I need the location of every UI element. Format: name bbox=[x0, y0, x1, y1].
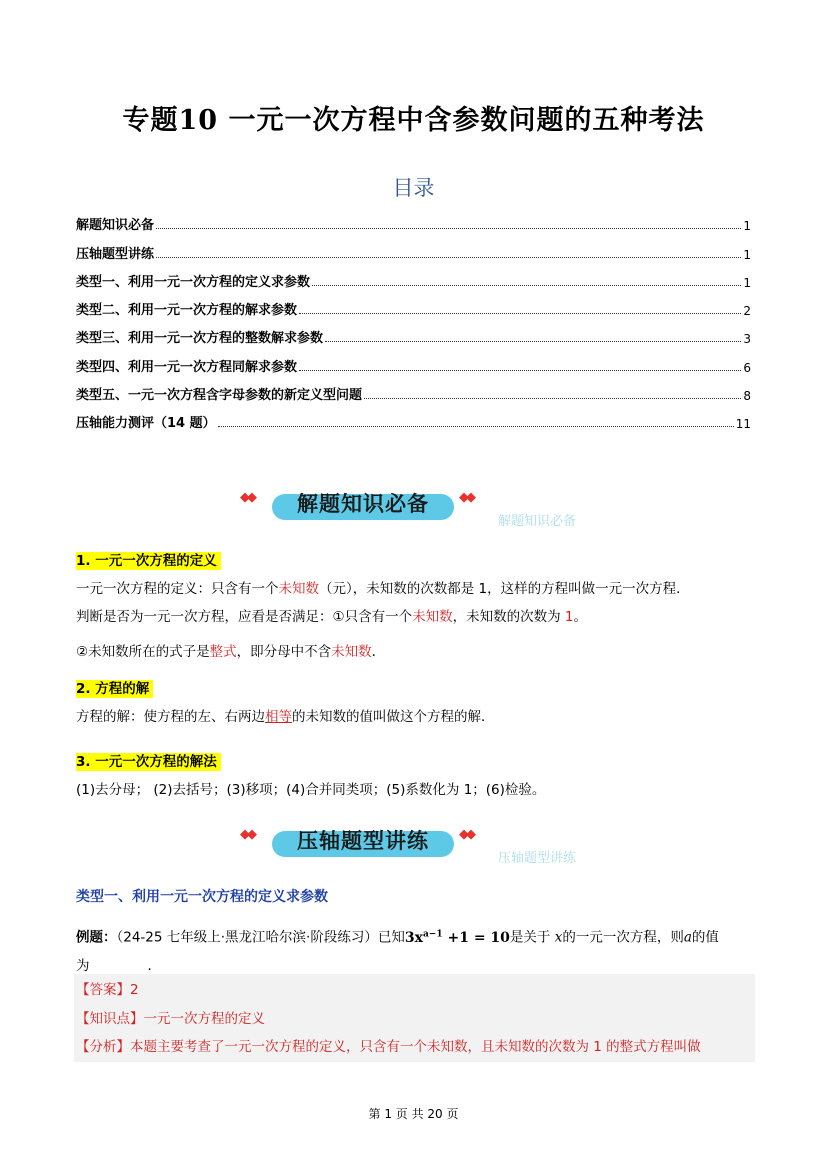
equation-base: 3x bbox=[404, 929, 423, 946]
text: 的未知数的值叫做这个方程的解． bbox=[292, 709, 495, 725]
type-heading: 类型一、利用一元一次方程的定义求参数 bbox=[76, 889, 328, 905]
toc-item[interactable] bbox=[76, 262, 751, 290]
toc-item-label: 压轴能力测评（14 题） bbox=[76, 416, 216, 432]
toc-item-page: 11 bbox=[735, 417, 751, 432]
toc-item[interactable] bbox=[76, 290, 751, 318]
section-banner-practice bbox=[0, 813, 827, 873]
toc-item-label: 类型一、利用一元一次方程的定义求参数 bbox=[76, 274, 311, 290]
variable-x: x bbox=[554, 929, 563, 946]
diamond-left-icon: ◆◆ bbox=[240, 827, 254, 842]
section-heading-text: 2. 方程的解 bbox=[76, 680, 153, 698]
section-banner-knowledge bbox=[0, 476, 827, 536]
text: （元），未知数的次数都是 1，这样的方程叫做一元一次方程． bbox=[319, 581, 690, 597]
variable-a: a bbox=[683, 929, 692, 946]
definition-line bbox=[76, 579, 690, 599]
banner-label: 解题知识必备 bbox=[297, 492, 429, 516]
equation bbox=[405, 930, 510, 946]
table-of-contents bbox=[76, 205, 751, 431]
toc-leader-dots bbox=[218, 426, 734, 427]
diamond-left-icon: ◆◆ bbox=[240, 490, 254, 505]
toc-leader-dots bbox=[312, 285, 741, 286]
text: 判断是否为一元一次方程，应看是否满足：①只含有一个 bbox=[76, 609, 413, 625]
toc-leader-dots bbox=[364, 398, 741, 399]
highlight-text: 未知数 bbox=[412, 609, 453, 625]
toc-item-label: 类型三、利用一元一次方程的整数解求参数 bbox=[76, 331, 324, 347]
highlight-text: 未知数 bbox=[278, 581, 319, 597]
text: 方程的解：使方程的左、右两边 bbox=[76, 709, 265, 725]
criteria-line bbox=[76, 607, 587, 627]
section-heading-text: 3. 一元一次方程的解法 bbox=[76, 753, 221, 771]
page-footer: 第 1 页 共 20 页 bbox=[368, 1107, 459, 1121]
solving-steps-line: (1)去分母； (2)去括号；(3)移项；(4)合并同类项；(5)系数化为 1；(6)检验。 bbox=[76, 782, 546, 798]
toc-item-label: 类型四、利用一元一次方程同解求参数 bbox=[76, 359, 298, 375]
text: 的值 bbox=[691, 929, 719, 946]
text: ． bbox=[147, 957, 161, 974]
toc-item-label: 解题知识必备 bbox=[76, 218, 155, 234]
knowledge-point-line: 【知识点】一元一次方程的定义 bbox=[76, 1011, 265, 1027]
toc-item[interactable] bbox=[76, 403, 751, 431]
answer-line: 【答案】2 bbox=[76, 982, 139, 998]
text: ，即分母中不含 bbox=[236, 644, 332, 660]
text: ． bbox=[371, 644, 386, 660]
example-question bbox=[76, 920, 751, 980]
analysis-line: 【分析】本题主要考查了一元一次方程的定义，只含有一个未知数，且未知数的次数为 1 的整式方程叫做 bbox=[76, 1039, 701, 1055]
diamond-right-icon: ◆◆ bbox=[459, 827, 473, 842]
text: 。 bbox=[573, 609, 587, 625]
banner-watermark: 压轴题型讲练 bbox=[498, 851, 577, 866]
toc-item-page: 2 bbox=[743, 304, 751, 319]
toc-item[interactable] bbox=[76, 375, 751, 403]
toc-leader-dots bbox=[299, 370, 741, 371]
toc-item-label: 压轴题型讲练 bbox=[76, 246, 155, 262]
highlight-text: 1 bbox=[560, 609, 574, 625]
highlight-text: 相等 bbox=[265, 709, 292, 725]
diamond-right-icon: ◆◆ bbox=[459, 490, 473, 505]
toc-leader-dots bbox=[299, 313, 741, 314]
banner-watermark: 解题知识必备 bbox=[498, 514, 577, 529]
toc-item-label: 类型五、一元一次方程含字母参数的新定义型问题 bbox=[76, 388, 363, 404]
toc-item-page: 1 bbox=[743, 275, 751, 290]
section-heading bbox=[76, 551, 221, 571]
text: 一元一次方程的定义：只含有一个 bbox=[76, 581, 279, 597]
highlight-text: 未知数 bbox=[331, 644, 372, 660]
toc-item-page: 3 bbox=[743, 332, 751, 347]
toc-item-page: 6 bbox=[743, 360, 751, 375]
example-line-1 bbox=[76, 920, 751, 952]
text: ②未知数所在的式子是 bbox=[76, 644, 210, 660]
text: 是关于 bbox=[509, 929, 551, 946]
toc-item[interactable] bbox=[76, 205, 751, 233]
equation-exponent: a−1 bbox=[422, 929, 443, 939]
example-source: （24-25 七年级上·黑龙江哈尔滨·阶段练习）已知 bbox=[116, 929, 405, 946]
toc-item-page: 8 bbox=[743, 389, 751, 404]
section-heading-text: 1. 一元一次方程的定义 bbox=[76, 552, 221, 570]
text: 的一元一次方程，则 bbox=[562, 929, 684, 946]
toc-item[interactable] bbox=[76, 346, 751, 374]
banner-label: 压轴题型讲练 bbox=[297, 829, 429, 853]
toc-leader-dots bbox=[325, 341, 741, 342]
toc-item-page: 1 bbox=[743, 247, 751, 262]
toc-item-label: 类型二、利用一元一次方程的解求参数 bbox=[76, 303, 298, 319]
toc-item[interactable] bbox=[76, 233, 751, 261]
page-title: 专题10 一元一次方程中含参数问题的五种考法 bbox=[122, 105, 705, 136]
toc-item-page: 1 bbox=[743, 219, 751, 234]
section-heading bbox=[76, 679, 153, 699]
example-label: 例题： bbox=[76, 929, 117, 946]
section-heading bbox=[76, 752, 221, 772]
highlight-text: 整式 bbox=[209, 644, 237, 660]
criteria-line-2 bbox=[76, 642, 385, 662]
solution-definition-line bbox=[76, 707, 495, 727]
toc-leader-dots bbox=[156, 257, 741, 258]
toc-leader-dots bbox=[156, 228, 741, 229]
equation-rest: +1 = 10 bbox=[442, 929, 510, 946]
text: ，未知数的次数为 bbox=[452, 609, 561, 625]
toc-heading: 目录 bbox=[392, 176, 435, 200]
text: 为 bbox=[76, 957, 90, 974]
toc-item[interactable] bbox=[76, 318, 751, 346]
answer-box bbox=[74, 974, 755, 1062]
